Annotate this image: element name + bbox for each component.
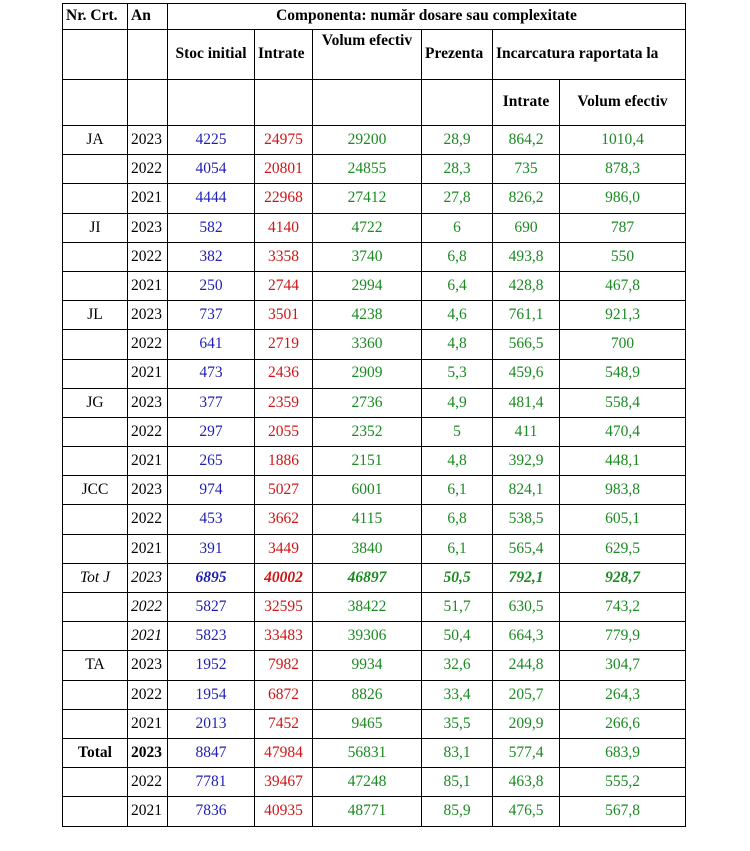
cell-stoc-initial: 974 bbox=[168, 476, 255, 505]
cell-incarcatura-intrate: 411 bbox=[493, 417, 560, 446]
cell-year: 2023 bbox=[128, 388, 168, 417]
cell-intrate: 2719 bbox=[255, 330, 313, 359]
cell-stoc-initial: 473 bbox=[168, 359, 255, 388]
table-row bbox=[63, 417, 686, 446]
cell-intrate: 2055 bbox=[255, 417, 313, 446]
cell-year: 2022 bbox=[128, 680, 168, 709]
table-row bbox=[63, 563, 686, 592]
table-row bbox=[63, 447, 686, 476]
cell-incarcatura-volum: 555,2 bbox=[560, 768, 686, 797]
cell-incarcatura-intrate: 209,9 bbox=[493, 709, 560, 738]
cell-stoc-initial: 641 bbox=[168, 330, 255, 359]
cell-incarcatura-intrate: 864,2 bbox=[493, 126, 560, 155]
cell-component: JI bbox=[63, 213, 128, 242]
cell-intrate: 47984 bbox=[255, 738, 313, 767]
table-row bbox=[63, 505, 686, 534]
cell-incarcatura-volum: 567,8 bbox=[560, 797, 686, 826]
cell-incarcatura-intrate: 826,2 bbox=[493, 184, 560, 213]
cell-volum-efectiv: 3740 bbox=[313, 242, 422, 271]
cell-component bbox=[63, 447, 128, 476]
cell-intrate: 3449 bbox=[255, 534, 313, 563]
cell-volum-efectiv: 2151 bbox=[313, 447, 422, 476]
cell-intrate: 7452 bbox=[255, 709, 313, 738]
cell-prezenta: 6,8 bbox=[422, 242, 493, 271]
cell-incarcatura-volum: 1010,4 bbox=[560, 126, 686, 155]
cell-stoc-initial: 737 bbox=[168, 301, 255, 330]
cell-volum-efectiv: 24855 bbox=[313, 155, 422, 184]
cell-year: 2021 bbox=[128, 709, 168, 738]
header-empty-cell bbox=[128, 80, 168, 126]
cell-incarcatura-intrate: 459,6 bbox=[493, 359, 560, 388]
cell-intrate: 6872 bbox=[255, 680, 313, 709]
cell-intrate: 39467 bbox=[255, 768, 313, 797]
cell-volum-efectiv: 4115 bbox=[313, 505, 422, 534]
header-prezenta: Prezenta bbox=[422, 30, 493, 80]
cell-component: Total bbox=[63, 738, 128, 767]
cell-volum-efectiv: 2994 bbox=[313, 271, 422, 300]
cell-component: Tot J bbox=[63, 563, 128, 592]
cell-stoc-initial: 5823 bbox=[168, 622, 255, 651]
cell-volum-efectiv: 46897 bbox=[313, 563, 422, 592]
cell-year: 2021 bbox=[128, 447, 168, 476]
cell-component: JL bbox=[63, 301, 128, 330]
table-row bbox=[63, 213, 686, 242]
cell-incarcatura-intrate: 792,1 bbox=[493, 563, 560, 592]
table-row bbox=[63, 476, 686, 505]
cell-stoc-initial: 5827 bbox=[168, 593, 255, 622]
cell-intrate: 33483 bbox=[255, 622, 313, 651]
table-row bbox=[63, 330, 686, 359]
cell-prezenta: 85,9 bbox=[422, 797, 493, 826]
table-row bbox=[63, 155, 686, 184]
cell-stoc-initial: 582 bbox=[168, 213, 255, 242]
cell-incarcatura-intrate: 205,7 bbox=[493, 680, 560, 709]
cell-year: 2022 bbox=[128, 155, 168, 184]
cell-component bbox=[63, 593, 128, 622]
cell-volum-efectiv: 3360 bbox=[313, 330, 422, 359]
cell-stoc-initial: 453 bbox=[168, 505, 255, 534]
cell-component: TA bbox=[63, 651, 128, 680]
cell-stoc-initial: 4225 bbox=[168, 126, 255, 155]
header-stoc-initial: Stoc initial bbox=[168, 30, 255, 80]
cell-incarcatura-intrate: 577,4 bbox=[493, 738, 560, 767]
cell-component bbox=[63, 768, 128, 797]
table-row bbox=[63, 651, 686, 680]
cell-incarcatura-volum: 928,7 bbox=[560, 563, 686, 592]
table-row bbox=[63, 184, 686, 213]
cell-year: 2022 bbox=[128, 417, 168, 446]
cell-incarcatura-volum: 743,2 bbox=[560, 593, 686, 622]
header-row-3 bbox=[63, 80, 686, 126]
header-sub-volum-efectiv: Volum efectiv bbox=[560, 80, 686, 126]
cell-incarcatura-intrate: 428,8 bbox=[493, 271, 560, 300]
cell-prezenta: 35,5 bbox=[422, 709, 493, 738]
cell-component bbox=[63, 797, 128, 826]
cell-year: 2023 bbox=[128, 651, 168, 680]
cell-prezenta: 6 bbox=[422, 213, 493, 242]
cell-volum-efectiv: 4238 bbox=[313, 301, 422, 330]
cell-prezenta: 33,4 bbox=[422, 680, 493, 709]
cell-incarcatura-intrate: 481,4 bbox=[493, 388, 560, 417]
table-row bbox=[63, 709, 686, 738]
cell-stoc-initial: 7781 bbox=[168, 768, 255, 797]
cell-intrate: 3662 bbox=[255, 505, 313, 534]
cell-volum-efectiv: 47248 bbox=[313, 768, 422, 797]
cell-component bbox=[63, 622, 128, 651]
table-row bbox=[63, 680, 686, 709]
cell-incarcatura-intrate: 538,5 bbox=[493, 505, 560, 534]
cell-intrate: 1886 bbox=[255, 447, 313, 476]
cell-component bbox=[63, 709, 128, 738]
table-row bbox=[63, 359, 686, 388]
statistics-table bbox=[62, 3, 686, 827]
cell-incarcatura-volum: 266,6 bbox=[560, 709, 686, 738]
cell-incarcatura-volum: 787 bbox=[560, 213, 686, 242]
cell-volum-efectiv: 2909 bbox=[313, 359, 422, 388]
cell-intrate: 20801 bbox=[255, 155, 313, 184]
header-empty-cell bbox=[422, 80, 493, 126]
cell-component bbox=[63, 534, 128, 563]
cell-incarcatura-volum: 467,8 bbox=[560, 271, 686, 300]
cell-volum-efectiv: 8826 bbox=[313, 680, 422, 709]
cell-intrate: 40935 bbox=[255, 797, 313, 826]
cell-prezenta: 5 bbox=[422, 417, 493, 446]
cell-intrate: 2359 bbox=[255, 388, 313, 417]
cell-year: 2021 bbox=[128, 271, 168, 300]
cell-component bbox=[63, 155, 128, 184]
cell-intrate: 4140 bbox=[255, 213, 313, 242]
cell-incarcatura-volum: 878,3 bbox=[560, 155, 686, 184]
cell-component: JG bbox=[63, 388, 128, 417]
cell-prezenta: 4,6 bbox=[422, 301, 493, 330]
cell-volum-efectiv: 2352 bbox=[313, 417, 422, 446]
cell-volum-efectiv: 39306 bbox=[313, 622, 422, 651]
cell-incarcatura-volum: 629,5 bbox=[560, 534, 686, 563]
cell-volum-efectiv: 6001 bbox=[313, 476, 422, 505]
cell-incarcatura-volum: 605,1 bbox=[560, 505, 686, 534]
cell-incarcatura-intrate: 565,4 bbox=[493, 534, 560, 563]
cell-incarcatura-volum: 548,9 bbox=[560, 359, 686, 388]
cell-year: 2021 bbox=[128, 622, 168, 651]
cell-year: 2023 bbox=[128, 126, 168, 155]
cell-intrate: 32595 bbox=[255, 593, 313, 622]
cell-incarcatura-volum: 448,1 bbox=[560, 447, 686, 476]
cell-stoc-initial: 1954 bbox=[168, 680, 255, 709]
cell-component bbox=[63, 330, 128, 359]
header-an: An bbox=[128, 4, 168, 30]
header-incarcatura: Incarcatura raportata la bbox=[493, 30, 686, 80]
cell-incarcatura-intrate: 476,5 bbox=[493, 797, 560, 826]
cell-year: 2022 bbox=[128, 330, 168, 359]
cell-intrate: 2436 bbox=[255, 359, 313, 388]
header-empty-cell bbox=[63, 80, 128, 126]
cell-intrate: 5027 bbox=[255, 476, 313, 505]
cell-incarcatura-intrate: 735 bbox=[493, 155, 560, 184]
cell-prezenta: 6,1 bbox=[422, 476, 493, 505]
cell-year: 2023 bbox=[128, 563, 168, 592]
cell-year: 2021 bbox=[128, 359, 168, 388]
cell-stoc-initial: 8847 bbox=[168, 738, 255, 767]
header-componenta: Componenta: număr dosare sau complexitate bbox=[168, 4, 686, 30]
cell-stoc-initial: 250 bbox=[168, 271, 255, 300]
cell-stoc-initial: 4444 bbox=[168, 184, 255, 213]
cell-intrate: 3501 bbox=[255, 301, 313, 330]
cell-year: 2022 bbox=[128, 242, 168, 271]
cell-incarcatura-intrate: 463,8 bbox=[493, 768, 560, 797]
cell-stoc-initial: 297 bbox=[168, 417, 255, 446]
cell-incarcatura-volum: 683,9 bbox=[560, 738, 686, 767]
cell-volum-efectiv: 9465 bbox=[313, 709, 422, 738]
cell-intrate: 22968 bbox=[255, 184, 313, 213]
cell-incarcatura-intrate: 630,5 bbox=[493, 593, 560, 622]
header-empty-cell bbox=[255, 80, 313, 126]
cell-prezenta: 6,4 bbox=[422, 271, 493, 300]
cell-intrate: 7982 bbox=[255, 651, 313, 680]
cell-year: 2023 bbox=[128, 213, 168, 242]
header-sub-intrate: Intrate bbox=[493, 80, 560, 126]
header-row-1 bbox=[63, 4, 686, 30]
cell-prezenta: 50,5 bbox=[422, 563, 493, 592]
header-volum-efectiv: Volum efectiv bbox=[313, 30, 422, 80]
cell-incarcatura-intrate: 244,8 bbox=[493, 651, 560, 680]
cell-stoc-initial: 382 bbox=[168, 242, 255, 271]
table-row bbox=[63, 242, 686, 271]
table-row bbox=[63, 271, 686, 300]
cell-component bbox=[63, 680, 128, 709]
cell-volum-efectiv: 29200 bbox=[313, 126, 422, 155]
cell-stoc-initial: 4054 bbox=[168, 155, 255, 184]
cell-incarcatura-volum: 470,4 bbox=[560, 417, 686, 446]
cell-year: 2022 bbox=[128, 768, 168, 797]
table-body bbox=[63, 126, 686, 827]
cell-incarcatura-intrate: 824,1 bbox=[493, 476, 560, 505]
cell-intrate: 2744 bbox=[255, 271, 313, 300]
cell-stoc-initial: 377 bbox=[168, 388, 255, 417]
cell-stoc-initial: 2013 bbox=[168, 709, 255, 738]
cell-prezenta: 4,9 bbox=[422, 388, 493, 417]
cell-volum-efectiv: 48771 bbox=[313, 797, 422, 826]
cell-year: 2021 bbox=[128, 534, 168, 563]
cell-stoc-initial: 391 bbox=[168, 534, 255, 563]
cell-volum-efectiv: 3840 bbox=[313, 534, 422, 563]
cell-volum-efectiv: 4722 bbox=[313, 213, 422, 242]
cell-component bbox=[63, 184, 128, 213]
cell-prezenta: 85,1 bbox=[422, 768, 493, 797]
cell-component: JA bbox=[63, 126, 128, 155]
cell-year: 2022 bbox=[128, 505, 168, 534]
table-row bbox=[63, 738, 686, 767]
cell-volum-efectiv: 27412 bbox=[313, 184, 422, 213]
table-row bbox=[63, 593, 686, 622]
cell-stoc-initial: 1952 bbox=[168, 651, 255, 680]
cell-incarcatura-intrate: 392,9 bbox=[493, 447, 560, 476]
cell-incarcatura-volum: 264,3 bbox=[560, 680, 686, 709]
cell-volum-efectiv: 38422 bbox=[313, 593, 422, 622]
cell-year: 2023 bbox=[128, 476, 168, 505]
cell-incarcatura-volum: 986,0 bbox=[560, 184, 686, 213]
cell-stoc-initial: 7836 bbox=[168, 797, 255, 826]
cell-intrate: 40002 bbox=[255, 563, 313, 592]
cell-incarcatura-intrate: 493,8 bbox=[493, 242, 560, 271]
cell-prezenta: 51,7 bbox=[422, 593, 493, 622]
header-intrate: Intrate bbox=[255, 30, 313, 80]
cell-prezenta: 5,3 bbox=[422, 359, 493, 388]
table-row bbox=[63, 301, 686, 330]
header-row-2 bbox=[63, 30, 686, 80]
cell-intrate: 3358 bbox=[255, 242, 313, 271]
cell-prezenta: 28,3 bbox=[422, 155, 493, 184]
cell-component bbox=[63, 417, 128, 446]
cell-incarcatura-intrate: 664,3 bbox=[493, 622, 560, 651]
cell-incarcatura-intrate: 761,1 bbox=[493, 301, 560, 330]
cell-component bbox=[63, 271, 128, 300]
cell-year: 2023 bbox=[128, 301, 168, 330]
cell-incarcatura-volum: 700 bbox=[560, 330, 686, 359]
header-empty-cell bbox=[313, 80, 422, 126]
cell-incarcatura-volum: 779,9 bbox=[560, 622, 686, 651]
cell-component bbox=[63, 505, 128, 534]
cell-incarcatura-volum: 304,7 bbox=[560, 651, 686, 680]
cell-incarcatura-volum: 558,4 bbox=[560, 388, 686, 417]
cell-prezenta: 83,1 bbox=[422, 738, 493, 767]
cell-incarcatura-volum: 550 bbox=[560, 242, 686, 271]
header-empty-cell bbox=[128, 30, 168, 80]
cell-incarcatura-intrate: 690 bbox=[493, 213, 560, 242]
header-empty-cell bbox=[168, 80, 255, 126]
table-row bbox=[63, 797, 686, 826]
cell-prezenta: 4,8 bbox=[422, 447, 493, 476]
cell-prezenta: 50,4 bbox=[422, 622, 493, 651]
cell-incarcatura-volum: 983,8 bbox=[560, 476, 686, 505]
cell-year: 2023 bbox=[128, 738, 168, 767]
cell-prezenta: 32,6 bbox=[422, 651, 493, 680]
cell-intrate: 24975 bbox=[255, 126, 313, 155]
cell-volum-efectiv: 9934 bbox=[313, 651, 422, 680]
cell-incarcatura-intrate: 566,5 bbox=[493, 330, 560, 359]
table-row bbox=[63, 768, 686, 797]
cell-prezenta: 27,8 bbox=[422, 184, 493, 213]
cell-volum-efectiv: 56831 bbox=[313, 738, 422, 767]
header-empty-cell bbox=[63, 30, 128, 80]
cell-component bbox=[63, 242, 128, 271]
cell-stoc-initial: 265 bbox=[168, 447, 255, 476]
table-row bbox=[63, 622, 686, 651]
table-row bbox=[63, 534, 686, 563]
table-row bbox=[63, 126, 686, 155]
cell-prezenta: 4,8 bbox=[422, 330, 493, 359]
cell-prezenta: 6,8 bbox=[422, 505, 493, 534]
table-row bbox=[63, 388, 686, 417]
cell-prezenta: 28,9 bbox=[422, 126, 493, 155]
cell-year: 2021 bbox=[128, 184, 168, 213]
cell-stoc-initial: 6895 bbox=[168, 563, 255, 592]
cell-component: JCC bbox=[63, 476, 128, 505]
cell-year: 2022 bbox=[128, 593, 168, 622]
cell-year: 2021 bbox=[128, 797, 168, 826]
cell-incarcatura-volum: 921,3 bbox=[560, 301, 686, 330]
header-nr-crt: Nr. Crt. bbox=[63, 4, 128, 30]
cell-prezenta: 6,1 bbox=[422, 534, 493, 563]
cell-component bbox=[63, 359, 128, 388]
cell-volum-efectiv: 2736 bbox=[313, 388, 422, 417]
